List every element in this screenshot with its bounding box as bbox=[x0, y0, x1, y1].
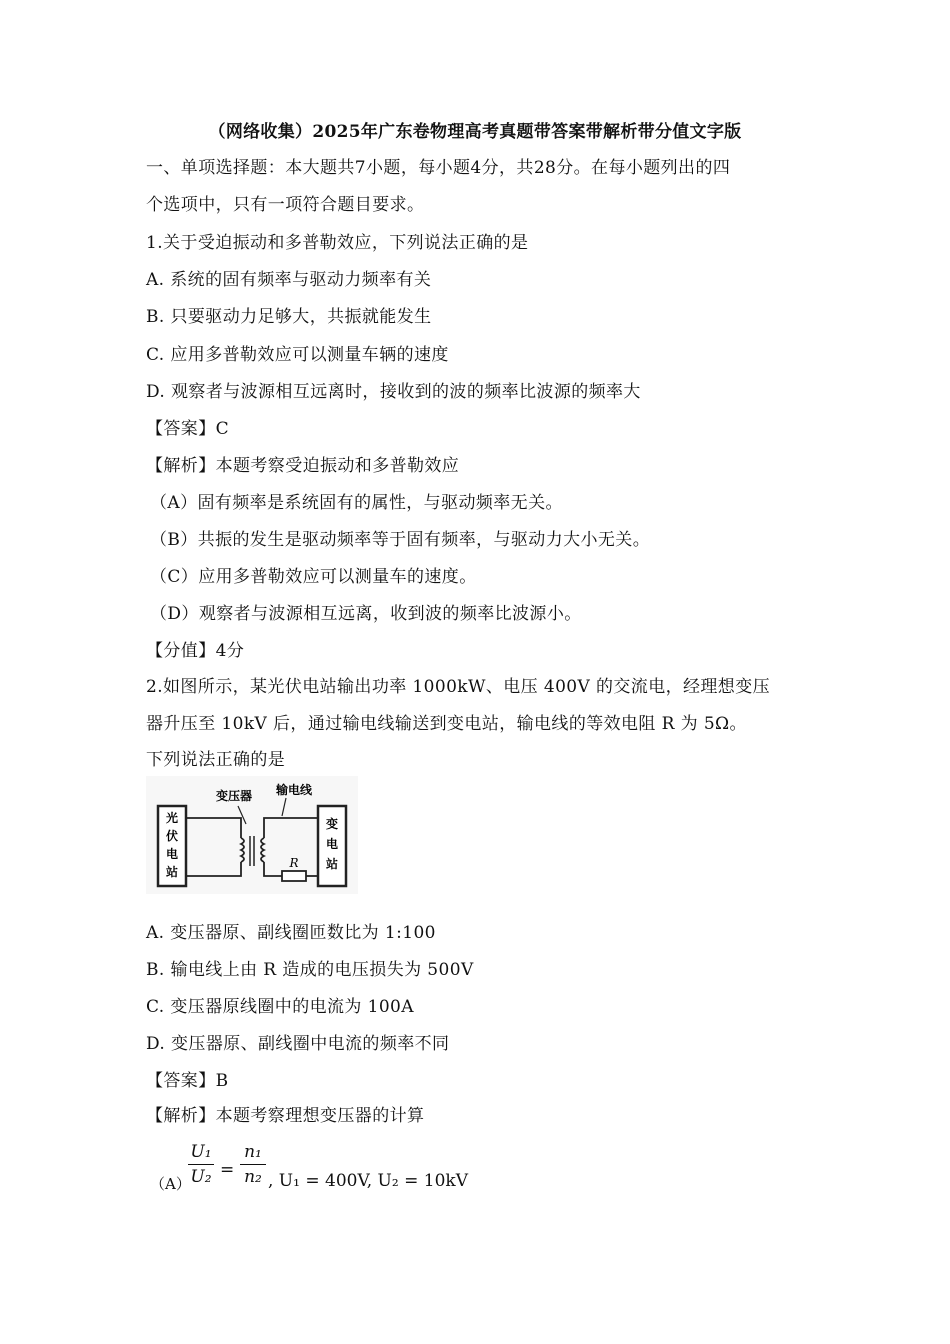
fraction-numerator: U₁ bbox=[190, 1142, 212, 1162]
circuit-diagram bbox=[146, 776, 358, 894]
formula-prefix: （A） bbox=[150, 1175, 191, 1193]
pv-label-char: 电 bbox=[165, 847, 179, 861]
document-title: （网络收集）2025年广东卷物理高考真题带答案带解析带分值文字版 bbox=[208, 122, 742, 142]
q2-stem-line2: 器升压至 10kV 后，通过输电线输送到变电站，输电线的等效电阻 R 为 5Ω。 bbox=[146, 714, 747, 734]
q1-option-c: C. 应用多普勒效应可以测量车辆的速度 bbox=[146, 345, 449, 365]
q1-option-a: A. 系统的固有频率与驱动力频率有关 bbox=[146, 270, 432, 290]
fraction-denominator: U₂ bbox=[190, 1167, 212, 1187]
resistor-r bbox=[282, 871, 306, 881]
fraction-voltage-ratio bbox=[188, 1142, 214, 1187]
q1-option-b: B. 只要驱动力足够大，共振就能发生 bbox=[146, 307, 432, 327]
section-heading-line1: 一、单项选择题：本大题共7小题，每小题4分，共28分。在每小题列出的四 bbox=[146, 158, 731, 178]
q1-analysis-d: （D）观察者与波源相互远离，收到波的频率比波源小。 bbox=[150, 604, 582, 624]
q1-analysis-c: （C）应用多普勒效应可以测量车的速度。 bbox=[150, 567, 477, 587]
substation-label-char: 站 bbox=[325, 857, 339, 871]
pv-label-char: 站 bbox=[165, 865, 179, 879]
q2-formula-a bbox=[150, 1140, 570, 1200]
substation-label-char: 电 bbox=[325, 837, 339, 851]
q2-option-c: C. 变压器原线圈中的电流为 100A bbox=[146, 997, 414, 1017]
fraction-numerator: n₁ bbox=[244, 1142, 262, 1162]
pv-label-char: 光 bbox=[165, 811, 179, 825]
q1-analysis-a: （A）固有频率是系统固有的属性，与驱动频率无关。 bbox=[150, 493, 563, 513]
q1-answer: 【答案】C bbox=[146, 419, 230, 439]
fraction-denominator: n₂ bbox=[244, 1167, 262, 1187]
section-heading-line2: 个选项中，只有一项符合题目要求。 bbox=[146, 195, 425, 215]
q2-option-d: D. 变压器原、副线圈中电流的频率不同 bbox=[146, 1034, 450, 1054]
substation-label-char: 变 bbox=[325, 817, 339, 831]
resistor-label: R bbox=[289, 856, 299, 870]
q1-analysis-b: （B）共振的发生是驱动频率等于固有频率，与驱动力大小无关。 bbox=[150, 530, 651, 550]
q2-option-a: A. 变压器原、副线圈匝数比为 1:100 bbox=[146, 923, 436, 943]
q2-stem-line1: 2.如图所示，某光伏电站输出功率 1000kW、电压 400V 的交流电，经理想变压 bbox=[146, 677, 770, 697]
q1-score: 【分值】4分 bbox=[146, 641, 245, 661]
q2-analysis-title: 【解析】本题考察理想变压器的计算 bbox=[146, 1106, 425, 1126]
equals-sign: = bbox=[220, 1160, 235, 1180]
fraction-turns-ratio bbox=[240, 1142, 266, 1187]
transformer-label: 变压器 bbox=[215, 789, 253, 803]
q2-stem-line3: 下列说法正确的是 bbox=[146, 750, 286, 770]
transmission-line-label: 输电线 bbox=[275, 783, 313, 797]
pv-label-char: 伏 bbox=[165, 829, 179, 843]
formula-values: , U₁ = 400V, U₂ = 10kV bbox=[268, 1171, 468, 1191]
q1-stem: 1.关于受迫振动和多普勒效应，下列说法正确的是 bbox=[146, 233, 529, 253]
q2-answer: 【答案】B bbox=[146, 1071, 229, 1091]
q1-analysis-title: 【解析】本题考察受迫振动和多普勒效应 bbox=[146, 456, 460, 476]
q1-option-d: D. 观察者与波源相互远离时，接收到的波的频率比波源的频率大 bbox=[146, 382, 641, 402]
q2-option-b: B. 输电线上由 R 造成的电压损失为 500V bbox=[146, 960, 474, 980]
